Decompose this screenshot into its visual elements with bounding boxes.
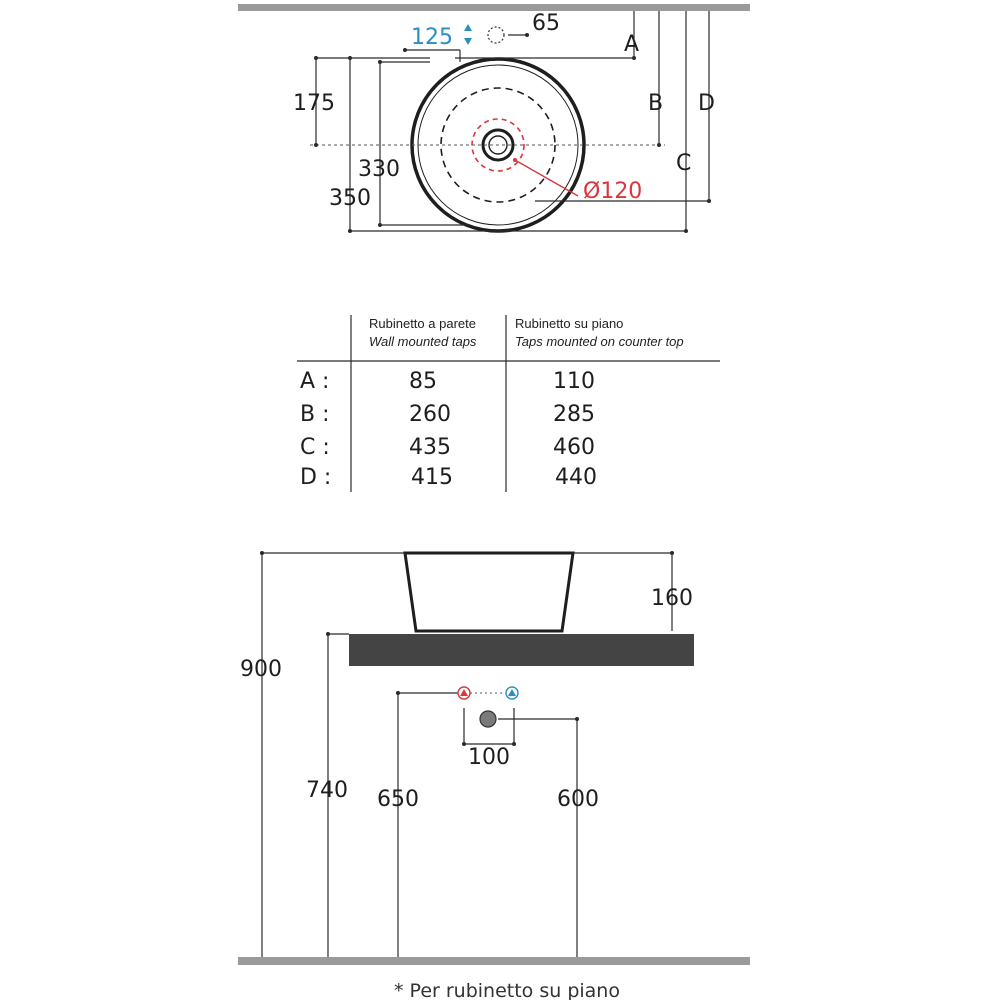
dim-diameter-label: Ø120 (583, 179, 643, 204)
col2-subtitle: Taps mounted on counter top (515, 334, 684, 349)
col2-title: Rubinetto su piano (515, 316, 624, 331)
svg-text:B :: B : (300, 402, 330, 427)
footnote: * Per rubinetto su piano (394, 980, 620, 1000)
label-B: B (648, 91, 664, 116)
cold-water-icon (506, 687, 518, 699)
col1-title: Rubinetto a parete (369, 316, 476, 331)
svg-text:415: 415 (411, 465, 453, 490)
drain-pipe-icon (480, 711, 496, 727)
label-A: A (624, 32, 640, 57)
dim-350-label: 350 (329, 186, 371, 211)
label-D: D (698, 91, 715, 116)
table-row (300, 435, 595, 460)
svg-text:260: 260 (409, 402, 451, 427)
dim-650-label: 650 (377, 787, 419, 812)
svg-text:C :: C : (300, 435, 330, 460)
floor-line (238, 957, 750, 965)
countertop (349, 634, 694, 666)
svg-text:110: 110 (553, 369, 595, 394)
svg-text:85: 85 (409, 369, 437, 394)
svg-text:460: 460 (553, 435, 595, 460)
dim-100-label: 100 (468, 745, 510, 770)
svg-text:285: 285 (553, 402, 595, 427)
dim-160-label: 160 (651, 586, 693, 611)
table-row (300, 465, 597, 490)
svg-text:435: 435 (409, 435, 451, 460)
dim-175-label: 175 (293, 91, 335, 116)
hot-water-icon (458, 687, 470, 699)
table-row (300, 369, 595, 394)
basin-side-profile (405, 553, 573, 631)
dim-600-label: 600 (557, 787, 599, 812)
dim-740-label: 740 (306, 778, 348, 803)
table-row (300, 402, 595, 427)
dimension-table (297, 315, 720, 492)
top-view (238, 4, 750, 233)
dim-65-label: 65 (532, 11, 560, 36)
svg-text:A :: A : (300, 369, 330, 394)
wall-line-top (238, 4, 750, 11)
side-view (238, 551, 750, 965)
tap-hole-icon (488, 27, 504, 43)
up-down-arrow-icon (464, 24, 472, 45)
col1-subtitle: Wall mounted taps (369, 334, 477, 349)
label-C: C (676, 151, 692, 176)
dim-330-label: 330 (358, 157, 400, 182)
dim-900-label: 900 (240, 657, 282, 682)
svg-text:440: 440 (555, 465, 597, 490)
dim-125-label: 125 (411, 25, 453, 50)
svg-text:D :: D : (300, 465, 332, 490)
